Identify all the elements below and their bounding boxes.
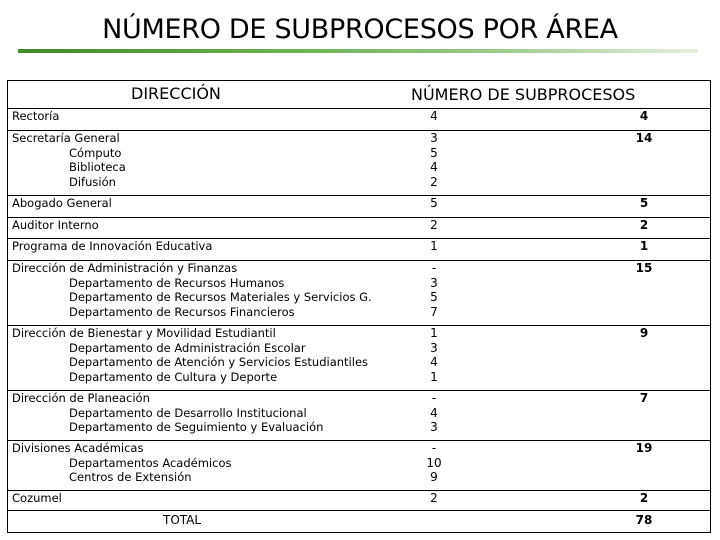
row-divider	[8, 440, 710, 441]
subprocess-count: -	[431, 391, 437, 405]
subprocess-count: 3	[430, 420, 438, 435]
row-divider	[8, 510, 710, 511]
row-divider	[8, 260, 710, 261]
row-divider	[8, 325, 710, 326]
subprocess-count: 1	[430, 239, 438, 253]
subprocess-count: 4	[430, 109, 438, 123]
area-total: 15	[635, 261, 653, 275]
sub-area-name: Departamento de Atención y Servicios Estudiantiles	[69, 355, 369, 370]
area-name: Dirección de Administración y Finanzas	[12, 261, 238, 275]
area-total: 2	[639, 491, 649, 505]
count-cell	[412, 131, 456, 189]
row-divider	[8, 130, 710, 131]
count-cell	[412, 326, 456, 384]
subprocess-count: 5	[430, 290, 438, 305]
subprocess-count: 3	[430, 131, 438, 145]
sub-area-name: Departamento de Administración Escolar	[69, 340, 306, 355]
area-name: Divisiones Académicas	[12, 441, 144, 455]
subprocess-count: 1	[430, 326, 438, 340]
subprocess-count: 7	[430, 304, 438, 319]
count-cell	[412, 491, 456, 506]
area-total: 19	[635, 441, 653, 455]
subprocess-count: 4	[430, 405, 438, 420]
header-divider	[8, 108, 710, 109]
subprocess-count: 1	[430, 369, 438, 384]
row-divider	[8, 238, 710, 239]
area-name: Auditor Interno	[12, 218, 99, 232]
area-name: Cozumel	[12, 491, 62, 505]
subprocess-count: 4	[430, 160, 438, 175]
sub-area-name: Cómputo	[69, 145, 122, 160]
area-cell	[12, 491, 62, 506]
area-cell	[12, 261, 372, 319]
area-cell	[12, 131, 126, 189]
area-name: Dirección de Bienestar y Movilidad Estudiantil	[12, 326, 276, 340]
page-title: NÚMERO DE SUBPROCESOS POR ÁREA	[102, 14, 618, 45]
area-total: 1	[639, 239, 649, 253]
count-cell	[412, 218, 456, 233]
area-name: Programa de Innovación Educativa	[12, 239, 213, 253]
sub-area-name: Centros de Extensión	[69, 470, 192, 485]
count-cell	[412, 109, 456, 124]
area-name: Abogado General	[12, 196, 112, 210]
subprocess-count: 5	[430, 145, 438, 160]
row-divider	[8, 490, 710, 491]
row-divider	[8, 217, 710, 218]
table-header	[8, 81, 710, 108]
subprocess-count: 2	[430, 491, 438, 505]
subprocess-count: -	[431, 261, 437, 275]
subprocess-count: 2	[430, 218, 438, 232]
area-total: 4	[639, 109, 649, 123]
area-total: 5	[639, 196, 649, 210]
count-cell	[412, 196, 456, 211]
total-label: TOTAL	[163, 513, 202, 527]
subprocess-count: 3	[430, 340, 438, 355]
count-cell	[412, 441, 456, 485]
subprocess-count: 5	[430, 196, 438, 210]
row-divider	[8, 390, 710, 391]
sub-area-name: Departamento de Cultura y Deporte	[69, 369, 278, 384]
area-cell	[12, 441, 231, 485]
row-divider	[8, 195, 710, 196]
grand-total: 78	[635, 513, 653, 527]
area-name: Dirección de Planeación	[12, 391, 150, 405]
subprocess-count: -	[431, 441, 437, 455]
area-cell	[12, 109, 59, 124]
area-cell	[12, 391, 323, 435]
sub-area-name: Departamento de Desarrollo Institucional	[69, 405, 307, 420]
subprocess-count: 4	[430, 355, 438, 370]
sub-area-name: Departamento de Recursos Materiales y Servicios G.	[69, 290, 372, 305]
count-cell	[412, 239, 456, 254]
area-total: 14	[635, 131, 653, 145]
area-cell	[12, 218, 99, 233]
sub-area-name: Departamento de Seguimiento y Evaluación	[69, 420, 324, 435]
sub-area-name: Biblioteca	[69, 160, 126, 175]
area-name: Secretaría General	[12, 131, 120, 145]
area-cell	[12, 196, 112, 211]
title-underline	[18, 49, 698, 53]
subprocess-table	[7, 80, 711, 533]
area-total: 9	[639, 326, 649, 340]
sub-area-name: Departamento de Recursos Financieros	[69, 304, 295, 319]
area-cell	[12, 326, 368, 384]
area-total: 2	[639, 218, 649, 232]
area-cell	[12, 239, 212, 254]
count-cell	[412, 391, 456, 435]
sub-area-name: Departamento de Recursos Humanos	[69, 275, 285, 290]
subprocess-count: 2	[430, 174, 438, 189]
count-cell	[412, 261, 456, 319]
sub-area-name: Difusión	[69, 174, 116, 189]
subprocess-count: 9	[430, 470, 438, 485]
sub-area-name: Departamentos Académicos	[69, 455, 232, 470]
area-name: Rectoría	[12, 109, 60, 123]
header-numero-subprocesos: NÚMERO DE SUBPROCESOS	[411, 85, 636, 104]
header-direccion: DIRECCIÓN	[131, 84, 221, 103]
subprocess-count: 3	[430, 275, 438, 290]
subprocess-count: 10	[426, 455, 442, 470]
area-total: 7	[639, 391, 649, 405]
